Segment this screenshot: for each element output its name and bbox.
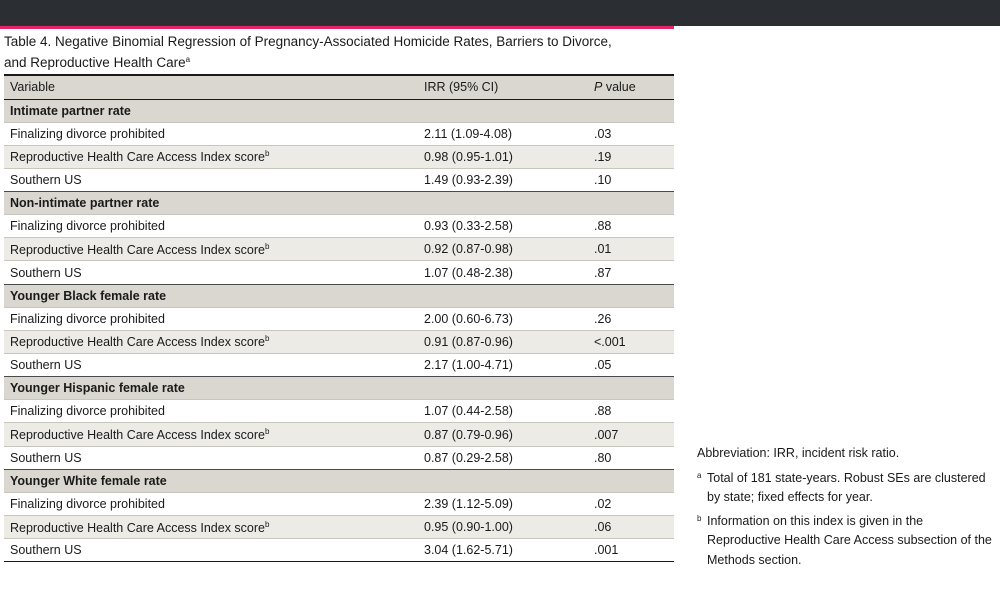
cell-variable	[4, 238, 424, 261]
title-footnote-mark: a	[185, 55, 191, 64]
cell-irr: 0.91 (0.87-0.96)	[424, 330, 594, 353]
cell-p-value: .06	[594, 516, 674, 539]
table-row	[4, 516, 674, 539]
table-notes	[697, 444, 997, 574]
cell-variable	[4, 122, 424, 145]
note-a	[697, 469, 997, 508]
regression-table	[4, 74, 674, 562]
variable-text: Reproductive Health Care Access Index score	[10, 428, 265, 443]
cell-p-value: .10	[594, 168, 674, 191]
cell-irr: 0.93 (0.33-2.58)	[424, 215, 594, 238]
table-title	[4, 33, 664, 72]
footnote-mark: b	[265, 427, 270, 437]
note-a-text: Total of 181 state-years. Robust SEs are clustered by state; fixed effects for year.	[707, 470, 986, 504]
variable-text: Reproductive Health Care Access Index score	[10, 242, 265, 257]
variable-text: Southern US	[10, 265, 82, 280]
footnote-mark: b	[265, 519, 270, 529]
cell-p-value: .02	[594, 492, 674, 515]
note-b	[697, 512, 997, 571]
cell-variable	[4, 423, 424, 446]
cell-variable	[4, 145, 424, 168]
table-row	[4, 330, 674, 353]
cell-variable	[4, 354, 424, 377]
cell-p-value: .001	[594, 539, 674, 562]
table-row	[4, 238, 674, 261]
footnote-mark: b	[265, 241, 270, 251]
variable-text: Southern US	[10, 543, 82, 558]
group-label: Non-intimate partner rate	[4, 192, 674, 215]
cell-variable	[4, 400, 424, 423]
cell-p-value: .03	[594, 122, 674, 145]
cell-p-value: .88	[594, 215, 674, 238]
regression-table-container	[4, 74, 674, 562]
header-p-italic: P	[594, 80, 603, 95]
table-row	[4, 446, 674, 469]
group-header-row	[4, 284, 674, 307]
cell-p-value: .26	[594, 307, 674, 330]
cell-p-value: .007	[594, 423, 674, 446]
cell-irr: 3.04 (1.62-5.71)	[424, 539, 594, 562]
cell-irr: 1.07 (0.48-2.38)	[424, 261, 594, 284]
cell-p-value: .05	[594, 354, 674, 377]
variable-text: Finalizing divorce prohibited	[10, 311, 165, 326]
table-row	[4, 539, 674, 562]
table-row	[4, 354, 674, 377]
header-irr: IRR (95% CI)	[424, 80, 499, 95]
variable-text: Southern US	[10, 358, 82, 373]
group-label: Younger Hispanic female rate	[4, 377, 674, 400]
group-header-row	[4, 377, 674, 400]
cell-variable	[4, 516, 424, 539]
cell-irr: 0.98 (0.95-1.01)	[424, 145, 594, 168]
table-row	[4, 122, 674, 145]
cell-variable	[4, 168, 424, 191]
variable-text: Reproductive Health Care Access Index score	[10, 150, 265, 165]
cell-irr: 1.07 (0.44-2.58)	[424, 400, 594, 423]
footnote-mark: b	[265, 149, 270, 159]
group-header-row	[4, 99, 674, 122]
title-line-2: and Reproductive Health Care	[4, 55, 186, 70]
table-row	[4, 215, 674, 238]
cell-p-value: .19	[594, 145, 674, 168]
title-line-1: Table 4. Negative Binomial Regression of Pregnancy-Associated Homicide Rates, Barriers to Divorce,	[4, 34, 612, 49]
accent-rule	[0, 26, 674, 29]
table-row	[4, 145, 674, 168]
cell-irr: 1.49 (0.93-2.39)	[424, 168, 594, 191]
variable-text: Finalizing divorce prohibited	[10, 496, 165, 511]
cell-irr: 0.92 (0.87-0.98)	[424, 238, 594, 261]
table-row	[4, 423, 674, 446]
group-label: Intimate partner rate	[4, 99, 674, 122]
cell-irr: 2.11 (1.09-4.08)	[424, 122, 594, 145]
table-row	[4, 168, 674, 191]
cell-variable	[4, 330, 424, 353]
table-header-row	[4, 75, 674, 99]
group-label: Younger White female rate	[4, 469, 674, 492]
cell-p-value: .88	[594, 400, 674, 423]
cell-irr: 0.87 (0.79-0.96)	[424, 423, 594, 446]
cell-irr: 2.00 (0.60-6.73)	[424, 307, 594, 330]
table-row	[4, 492, 674, 515]
variable-text: Southern US	[10, 172, 82, 187]
cell-variable	[4, 492, 424, 515]
variable-text: Southern US	[10, 450, 82, 465]
table-body	[4, 99, 674, 562]
cell-p-value: <.001	[594, 330, 674, 353]
cell-variable	[4, 261, 424, 284]
cell-irr: 2.39 (1.12-5.09)	[424, 492, 594, 515]
variable-text: Reproductive Health Care Access Index score	[10, 520, 265, 535]
header-p-value	[594, 75, 674, 99]
note-abbreviation: Abbreviation: IRR, incident risk ratio.	[697, 446, 900, 460]
cell-variable	[4, 307, 424, 330]
cell-p-value: .87	[594, 261, 674, 284]
group-header-row	[4, 192, 674, 215]
table-row	[4, 307, 674, 330]
note-b-mark: b	[697, 513, 702, 523]
cell-p-value: .01	[594, 238, 674, 261]
cell-irr: 2.17 (1.00-4.71)	[424, 354, 594, 377]
note-b-text: Information on this index is given in the Reproductive Health Care Access subsection of the Methods section.	[707, 513, 992, 567]
footnote-mark: b	[265, 334, 270, 344]
cell-irr: 0.87 (0.29-2.58)	[424, 446, 594, 469]
variable-text: Finalizing divorce prohibited	[10, 404, 165, 419]
cell-variable	[4, 446, 424, 469]
note-a-mark: a	[697, 470, 702, 480]
variable-text: Finalizing divorce prohibited	[10, 219, 165, 234]
cell-variable	[4, 539, 424, 562]
group-header-row	[4, 469, 674, 492]
cell-irr: 0.95 (0.90-1.00)	[424, 516, 594, 539]
group-label: Younger Black female rate	[4, 284, 674, 307]
variable-text: Reproductive Health Care Access Index score	[10, 335, 265, 350]
cell-variable	[4, 215, 424, 238]
variable-text: Finalizing divorce prohibited	[10, 126, 165, 141]
header-variable: Variable	[10, 80, 55, 95]
cell-p-value: .80	[594, 446, 674, 469]
table-row	[4, 261, 674, 284]
header-p-rest: value	[602, 80, 636, 95]
table-row	[4, 400, 674, 423]
top-bar	[0, 0, 1000, 26]
